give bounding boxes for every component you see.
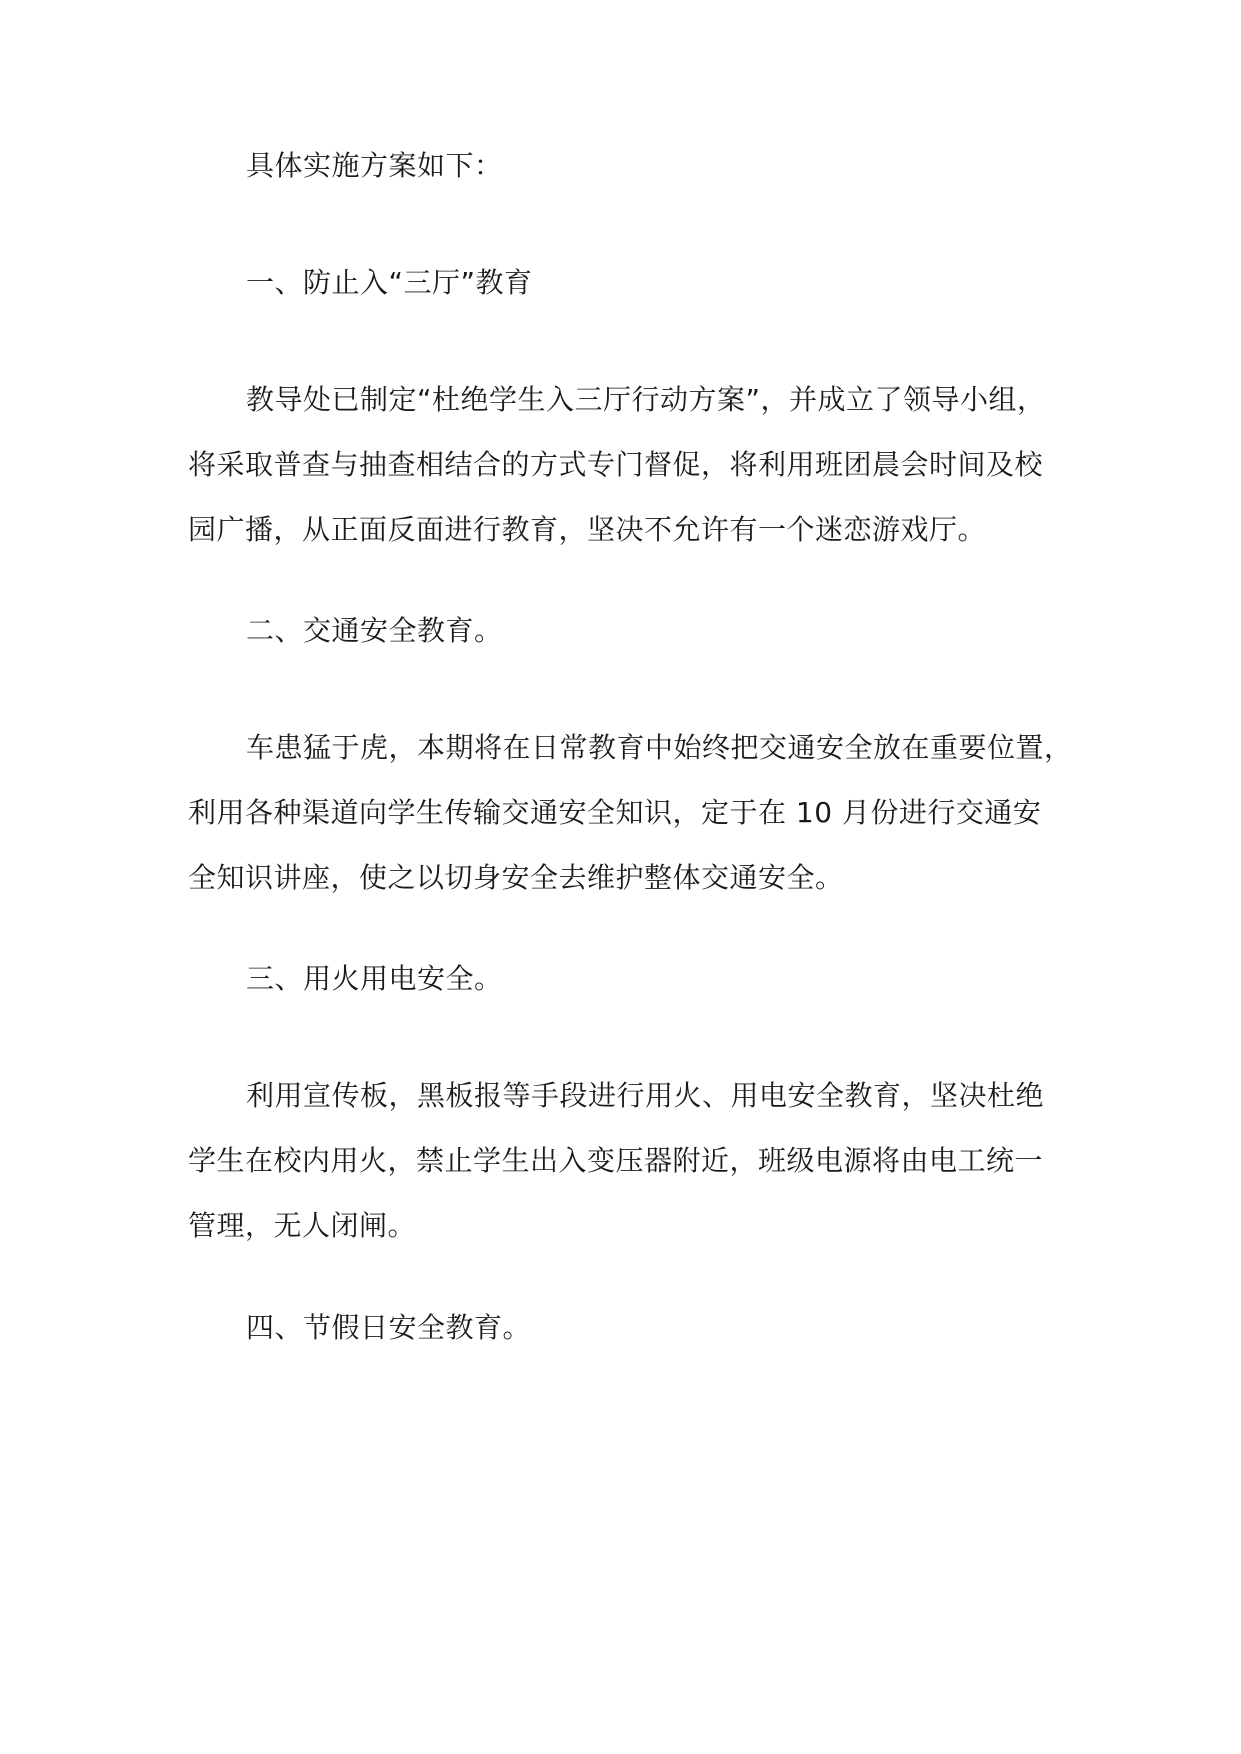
body-line: 管理，无人闭闸。: [188, 1209, 417, 1242]
section-body-1: [188, 367, 1068, 562]
intro-paragraph: [188, 133, 1068, 198]
body-line: 教导处已制定“杜绝学生入三厅行动方案”，并成立了领导小组，: [246, 383, 1046, 416]
body-line: 车患猛于虎，本期将在日常教育中始终把交通安全放在重要位置，: [246, 731, 1073, 764]
body-line: 将采取普查与抽查相结合的方式专门督促，将利用班团晨会时间及校: [188, 448, 1044, 481]
section-heading-3: [188, 946, 1068, 1011]
body-line: 全知识讲座，使之以切身安全去维护整体交通安全。: [188, 861, 844, 894]
section-heading-text: 一、防止入“三厅”教育: [246, 266, 533, 299]
section-heading-2: [188, 598, 1068, 663]
section-heading-4: [188, 1295, 1068, 1360]
intro-text: 具体实施方案如下：: [246, 149, 503, 182]
section-body-3: [188, 1063, 1068, 1258]
section-heading-text: 三、用火用电安全。: [246, 962, 503, 995]
section-body-2: [188, 715, 1073, 910]
section-heading-1: [188, 250, 1068, 315]
body-line: 园广播，从正面反面进行教育，坚决不允许有一个迷恋游戏厅。: [188, 513, 987, 546]
section-heading-text: 二、交通安全教育。: [246, 614, 503, 647]
body-line: 利用宣传板，黑板报等手段进行用火、用电安全教育，坚决杜绝: [246, 1079, 1045, 1112]
body-line: 学生在校内用火，禁止学生出入变压器附近，班级电源将由电工统一: [188, 1144, 1044, 1177]
body-line: 利用各种渠道向学生传输交通安全知识，定于在 10 月份进行交通安: [188, 796, 1042, 829]
section-heading-text: 四、节假日安全教育。: [246, 1311, 532, 1344]
